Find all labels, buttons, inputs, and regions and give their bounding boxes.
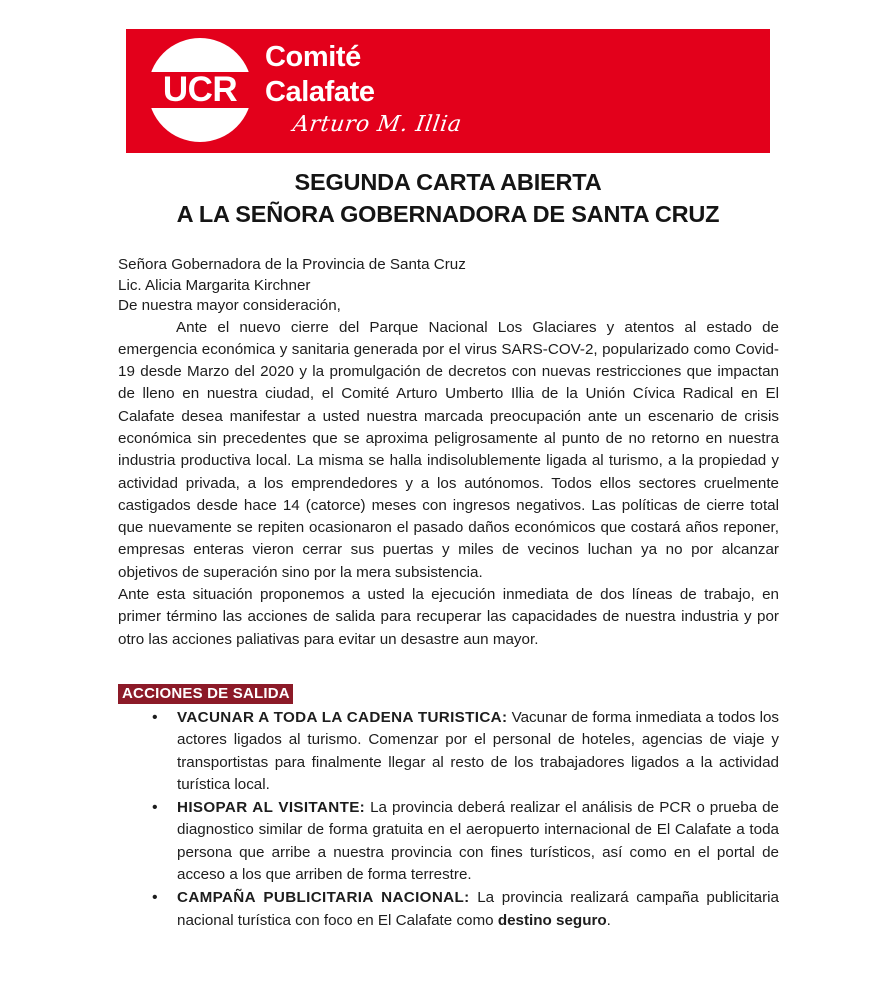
- page-title-line-2: A LA SEÑORA GOBERNADORA DE SANTA CRUZ: [176, 201, 720, 227]
- ucr-monogram: UCR: [162, 70, 238, 109]
- list-item-emphasis: destino seguro: [497, 911, 607, 929]
- list-item-text: Vacunar de forma inmediata a todos los actores ligados al turismo. Comenzar por el personal de hoteles, agencias de viaje y transportistas para finalmente llegar al resto de los trabajadores ligados a la actividad turística local.: [177, 708, 779, 793]
- body-paragraph-1: Ante el nuevo cierre del Parque Nacional Los Glaciares y atentos al estado de emergencia económica y sanitaria generada por el virus SARS-COV-2, popularizado como Covid-19 desde Marzo del 2020 y la promulgación de decretos con nuevas restricciones que impactan de lleno en nuestra ciudad, el Comité Arturo Umberto Illia de la Unión Cívica Radical en El Calafate desea manifestar a usted nuestra marcada preocupación ante un escenario de crisis económica sin precedentes que se aproxima peligrosamente al punto de no retorno en nuestra industria productiva local. La misma se halla indisolublemente ligada al turismo, a la propiedad y actividad privada, a los emprendedores y a los autónomos. Todos ellos sectores cruelmente castigados desde hace 14 (catorce) meses con ingresos negativos. Las políticas de cierre total que nuevamente se repiten ocasionaron el pasado daños económicos que costará años reponer, empresas enteras vieron cerrar sus puertas y miles de vecinos luchan ya no por alcanzar objetivos de superación sino por la mera subsistencia.: [118, 318, 779, 581]
- header-banner: [126, 29, 770, 153]
- list-item-text: La provincia deberá realizar el análisis de PCR o prueba de diagnostico similar de forma gratuita en el aeropuerto internacional de El Calafate a toda persona que arribe a nuestra provincia con fines turísticos, así como en el portal de acceso a los que arriben de forma terrestre.: [177, 799, 779, 884]
- list-item-lead: CAMPAÑA PUBLICITARIA NACIONAL:: [177, 889, 470, 907]
- document-title: [118, 166, 778, 230]
- list-item-lead: VACUNAR A TODA LA CADENA TURISTICA:: [177, 708, 508, 726]
- list-item-text: La provincia realizará campaña publicitaria nacional turística con foco en El Calafate como: [177, 889, 779, 929]
- logo-wordmark: [265, 38, 462, 139]
- list-item: [118, 707, 779, 796]
- document-body: [118, 255, 779, 932]
- actions-list: [118, 707, 779, 932]
- logo-line-comite: Comité: [265, 41, 361, 73]
- logo-line-calafate: Calafate: [265, 76, 375, 108]
- section-heading-label: ACCIONES DE SALIDA: [118, 684, 293, 704]
- body-paragraph-2: Ante esta situación proponemos a usted la ejecución inmediata de dos líneas de trabajo, en primer término las acciones de salida para recuperar las capacidades de nuestra industria y por otro las acciones paliativas para evitar un desastre aun mayor.: [118, 586, 779, 648]
- list-item: [118, 887, 779, 932]
- list-item-lead: HISOPAR AL VISITANTE:: [177, 799, 366, 817]
- list-item: [118, 797, 779, 886]
- addressee-line-2: Lic. Alicia Margarita Kirchner: [118, 276, 311, 294]
- list-item-text-end: .: [606, 911, 611, 929]
- ucr-circle-mark-icon: [148, 38, 252, 142]
- addressee-line-3: De nuestra mayor consideración,: [118, 297, 341, 314]
- section-heading-acciones-de-salida: [118, 684, 779, 703]
- ucr-logo: [148, 38, 462, 142]
- page-title-line-1: SEGUNDA CARTA ABIERTA: [294, 169, 602, 195]
- addressee-line-1: Señora Gobernadora de la Provincia de Santa Cruz: [118, 256, 466, 273]
- logo-signature-arturo-illia: Arturo M. Illia: [291, 112, 464, 137]
